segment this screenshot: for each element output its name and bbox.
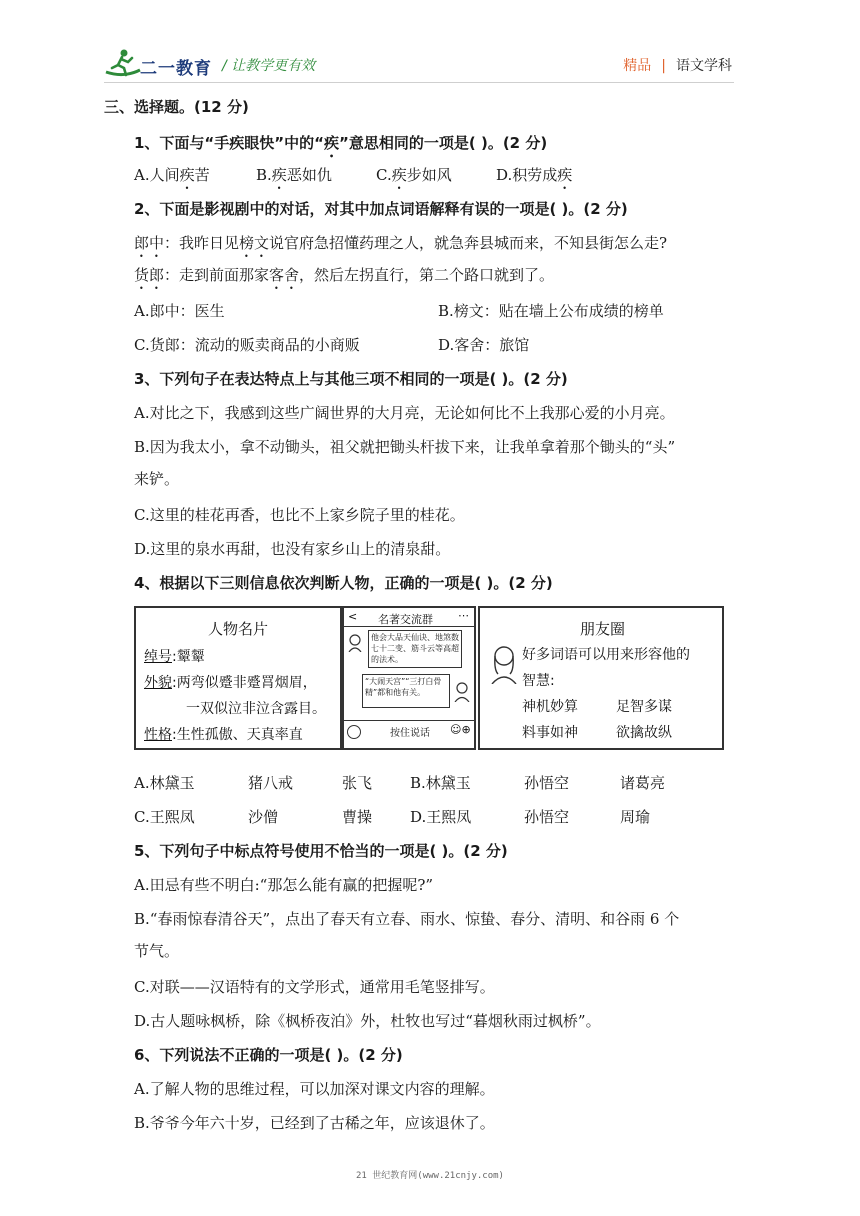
q1a-pre: A.人间 xyxy=(134,166,180,184)
header-separator: | xyxy=(661,58,666,74)
q1-option-a xyxy=(134,164,210,193)
q5-option-c: C.对联——汉语特有的文学形式，通常用毛笔竖排写。 xyxy=(134,978,495,996)
card3-title: 朋友圈 xyxy=(580,620,626,638)
chat-bubble-1: 他会大品天仙诀、地煞数七十二变、筋斗云等高超的法术。 xyxy=(368,630,462,668)
question-3-stem: 3、下列句子在表达特点上与其他三项不相同的一项是( )。(2 分) xyxy=(134,370,568,388)
card1-line2 xyxy=(144,672,317,692)
q5-option-b-line2: 节气。 xyxy=(134,942,180,960)
q4-option-d-3: 周瑜 xyxy=(620,808,651,826)
q2-d1-c: 榜文 xyxy=(239,234,270,252)
back-icon: < xyxy=(348,610,358,623)
page-footer: 21 世纪教育网(www.21cnjy.com) xyxy=(356,1171,504,1181)
q2-dialogue-1 xyxy=(134,232,667,261)
q6-option-b: B.爷爷今年六十岁，已经到了古稀之年，应该退休了。 xyxy=(134,1114,495,1132)
q2-option-c: C.货郎：流动的贩卖商品的小商贩 xyxy=(134,336,360,354)
q4-option-d-1: D.王熙凤 xyxy=(410,808,472,826)
page-header xyxy=(0,0,860,90)
header-divider xyxy=(104,82,734,83)
q1c-pre: C. xyxy=(376,166,392,184)
avatar-old-man-icon xyxy=(454,682,470,702)
card3-line1: 好多词语可以用来形容他的 xyxy=(522,647,690,663)
card3-line2: 智慧: xyxy=(522,673,555,689)
q1-option-b xyxy=(256,164,332,193)
question-4-stem: 4、根据以下三则信息依次判断人物，正确的一项是( )。(2 分) xyxy=(134,574,553,592)
q2-option-b: B.榜文：贴在墙上公布成绩的榜单 xyxy=(438,302,664,320)
q2-d1-d: 说官府急招懂药理之人，就急奔县城而来，不知县街怎么走? xyxy=(269,234,668,252)
q4-option-b-2: 孙悟空 xyxy=(524,774,570,792)
q2-d2-c: 客舍 xyxy=(269,266,300,284)
q4-option-a-2: 猪八戒 xyxy=(248,774,294,792)
q1b-post: 恶如仇 xyxy=(286,166,332,184)
q2-d1-b: ：我昨日见 xyxy=(164,234,240,252)
chat-divider xyxy=(344,626,474,627)
avatar-girl-icon xyxy=(348,634,362,652)
q6-option-a: A.了解人物的思维过程，可以加深对课文内容的理解。 xyxy=(134,1080,495,1098)
chat-title: 名著交流群 xyxy=(378,613,433,626)
card1-line4 xyxy=(144,724,303,744)
q2-option-a: A.郎中：医生 xyxy=(134,302,225,320)
q3-option-a: A.对比之下，我感到这些广阔世界的大月亮，无论如何比不上我那心爱的小月亮。 xyxy=(134,404,675,422)
q4-option-a-3: 张飞 xyxy=(342,774,373,792)
character-card xyxy=(134,606,342,750)
hold-to-talk-button: 按住说话 xyxy=(390,728,430,739)
menu-icon: ⋯ xyxy=(458,609,469,622)
card1-l2k: 外貌 xyxy=(144,675,172,691)
q2-d2-d: ，然后左拐直行，第二个路口就到了。 xyxy=(299,266,555,284)
q1c-dot: 疾 xyxy=(391,166,407,184)
jingpin-label: 精品 xyxy=(623,58,652,74)
q4-option-c-3: 曹操 xyxy=(342,808,373,826)
question-6-stem: 6、下列说法不正确的一项是( )。(2 分) xyxy=(134,1046,403,1064)
q4-option-a-1: A.林黛玉 xyxy=(134,774,195,792)
header-subject xyxy=(623,55,732,75)
question-5-stem: 5、下列句子中标点符号使用不恰当的一项是( )。(2 分) xyxy=(134,842,508,860)
card1-l1v: :颦颦 xyxy=(172,649,205,665)
q2-d2-a: 货郎 xyxy=(134,266,165,284)
subject-label: 语文学科 xyxy=(676,58,732,74)
q1b-dot: 疾 xyxy=(271,166,287,184)
q3-option-b-line2: 来铲。 xyxy=(134,470,180,488)
card1-line1 xyxy=(144,646,205,666)
q1c-post: 步如风 xyxy=(406,166,452,184)
q1d-dot: 疾 xyxy=(557,166,573,184)
moments-card xyxy=(478,606,724,750)
card1-l2v: :两弯似蹙非蹙罥烟眉， xyxy=(172,675,317,691)
q5-option-d: D.古人题咏枫桥，除《枫桥夜泊》外，杜牧也写过“暮烟秋雨过枫桥”。 xyxy=(134,1012,601,1030)
q4-option-c-2: 沙僧 xyxy=(248,808,279,826)
q4-option-b-1: B.林黛玉 xyxy=(410,774,471,792)
q3-option-c: C.这里的桂花再香，也比不上家乡院子里的桂花。 xyxy=(134,506,465,524)
question-1-stem xyxy=(134,132,547,161)
emoji-icon: ☺⊕ xyxy=(450,723,471,736)
q4-option-d-2: 孙悟空 xyxy=(524,808,570,826)
q2-dialogue-2 xyxy=(134,264,554,293)
q1-stem-dot: 疾 xyxy=(324,134,340,152)
q2-d1-a: 郎中 xyxy=(134,234,165,252)
q4-option-c-1: C.王熙凤 xyxy=(134,808,195,826)
card1-line3: 一双似泣非泣含露目。 xyxy=(186,701,326,717)
q3-option-d: D.这里的泉水再甜，也没有家乡山上的清泉甜。 xyxy=(134,540,451,558)
section-title: 三、选择题。(12 分) xyxy=(104,98,249,116)
card3-word4: 欲擒故纵 xyxy=(616,725,672,741)
slogan: / 让教学更有效 xyxy=(222,58,316,74)
q2-d2-b: ：走到前面那家 xyxy=(164,266,270,284)
card1-l1k: 绰号 xyxy=(144,649,172,665)
q1-option-c xyxy=(376,164,452,193)
chat-bubble-2: “大闹天宫”“三打白骨精”都和他有关。 xyxy=(362,674,450,708)
q1-stem-b: ”意思相同的一项是( )。(2 分) xyxy=(339,134,548,152)
q3-option-b-line1: B.因为我太小，拿不动锄头，祖父就把锄头杆拔下来，让我单拿着那个锄头的“头” xyxy=(134,438,676,456)
q1-stem-a: 1、下面与“手疾眼快”中的“ xyxy=(134,134,325,152)
chat-group-card xyxy=(342,606,476,750)
brand-name: 二一教育 xyxy=(140,59,212,79)
voice-icon xyxy=(347,725,361,739)
card3-word1: 神机妙算 xyxy=(522,699,578,715)
chat-input-divider xyxy=(344,720,474,721)
card3-word2: 足智多谋 xyxy=(616,699,672,715)
q5-option-a: A.田忌有些不明白:“那怎么能有赢的把握呢?” xyxy=(134,876,434,894)
question-2-stem: 2、下面是影视剧中的对话，对其中加点词语解释有误的一项是( )。(2 分) xyxy=(134,200,628,218)
q1-option-d xyxy=(496,164,572,193)
q1b-pre: B. xyxy=(256,166,272,184)
card1-l4v: :生性孤傲、天真率直 xyxy=(172,727,303,743)
q1d-pre: D.积劳成 xyxy=(496,166,558,184)
card1-title: 人物名片 xyxy=(208,620,269,638)
card3-word3: 料事如神 xyxy=(522,725,578,741)
avatar-woman-icon xyxy=(490,644,518,684)
card1-l4k: 性格 xyxy=(144,727,172,743)
q5-option-b-line1: B.“春雨惊春清谷天”，点出了春天有立春、雨水、惊蛰、春分、清明、和谷雨 6 个 xyxy=(134,910,680,928)
q4-option-b-3: 诸葛亮 xyxy=(620,774,666,792)
q2-option-d: D.客舍：旅馆 xyxy=(438,336,530,354)
q4-info-cards xyxy=(134,606,724,748)
q1a-dot: 疾 xyxy=(179,166,195,184)
q1a-post: 苦 xyxy=(194,166,210,184)
